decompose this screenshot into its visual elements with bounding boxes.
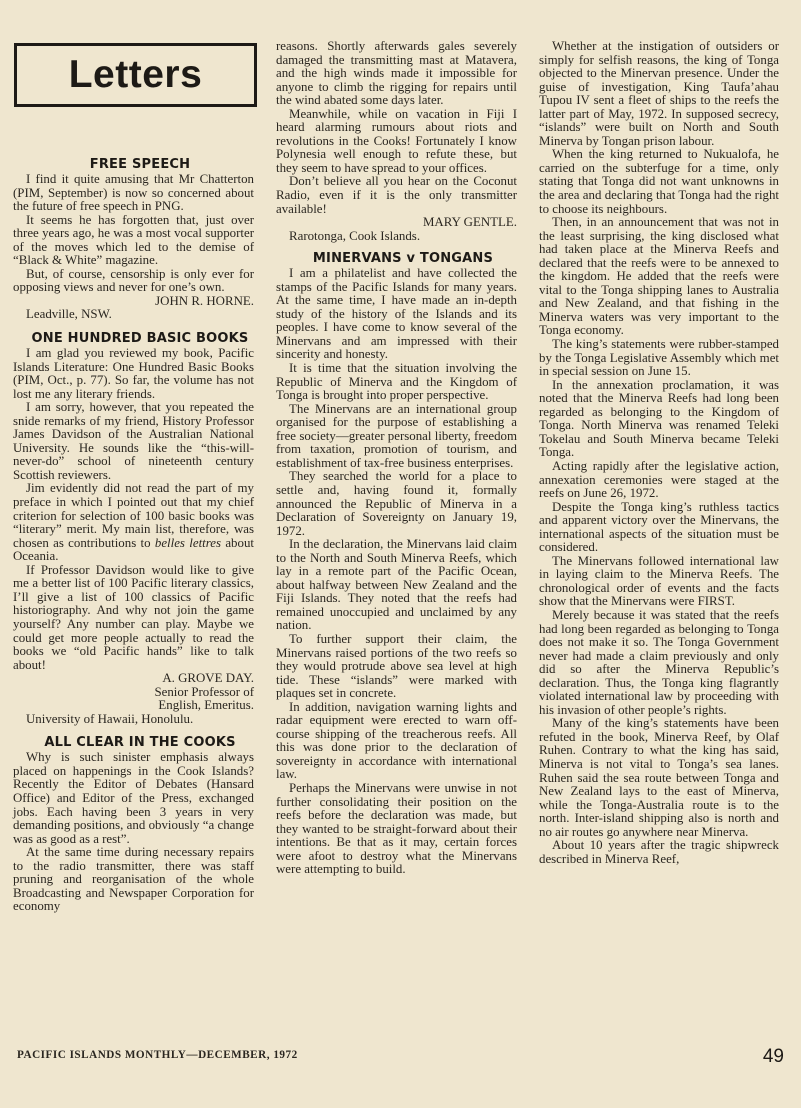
letter-paragraph: To further support their claim, the Minervans raised portions of the two reefs so they would protrude above sea level at high tide. These “islands” were marked with plaques set in concrete. — [276, 631, 517, 701]
signature-location: University of Hawaii, Honolulu. — [26, 711, 194, 726]
letters-masthead — [14, 43, 257, 107]
signature-name: MARY GENTLE. — [422, 215, 517, 230]
italic-title: belles lettres — [154, 535, 222, 550]
letter-paragraph: I am glad you reviewed my book, Pacific Islands Literature: One Hundred Basic Books (PIM, Oct., p. 77). So far, the volume has not lost me any literary friends. — [13, 346, 254, 401]
signature-name: JOHN R. HORNE. — [155, 293, 254, 308]
page-number: 49 — [762, 1046, 784, 1067]
letter-paragraph: I find it quite amusing that Mr Chatterton (PIM, September) is now so concerned about the future of free speech in PNG. — [13, 172, 254, 214]
letter-paragraph: In the annexation proclamation, it was noted that the Minerva Reefs had long been regarded as belonging to the Kingdom of Tonga. North Minerva was renamed Teleki Tokelau and South Minerva became Teleki Tonga. — [539, 377, 779, 460]
letter-paragraph: Meanwhile, while on vacation in Fiji I heard alarming rumours about riots and revolutions in the Cooks! Fortunately I know Polynesia well enough to refute these, but they seem to have spread to your offices. — [276, 106, 517, 175]
letter-paragraph: If Professor Davidson would like to give me a better list of 100 Pacific literary classics, I’ll give a list of 100 classics of Pacific historiography. And why not join the game yourself? Any number can play. Maybe we could get more people actually to read the books we “old Pacific hands” like to talk about! — [13, 562, 254, 672]
signature-name: A. GROVE DAY. — [162, 671, 254, 686]
letter-paragraph: Perhaps the Minervans were unwise in not further consolidating their position on the reefs before the declaration was made, but they wanted to be straight-forward about their intentions. Be that as it may, certain forces were afoot to destroy what the Minervans were attempting to build. — [276, 780, 517, 877]
letter-paragraph: Why is such sinister emphasis always placed on happenings in the Cook Islands? Recently the Editor of Debates (Hansard Office) and Editor of the Press, exchanged jobs. Each having been 3 years in very demanding positions, and obviously “a change was as good as a rest”. — [13, 750, 254, 846]
masthead-title: Letters — [68, 53, 203, 97]
letter-paragraph: Despite the Tonga king’s ruthless tactics and apparent victory over the Minervans, the international aspects of the situation must be considered. — [539, 499, 779, 555]
heading-basic-books: ONE HUNDRED BASIC BOOKS — [31, 331, 249, 347]
heading-all-clear: ALL CLEAR IN THE COOKS — [44, 735, 236, 751]
letter-paragraph: I am sorry, however, that you repeated the snide remarks of my friend, History Professor James Davidson of the Australian National University. He sounds like the “this-will-never-do” school of nineteenth century Scottish reviewers. — [13, 400, 254, 482]
letter-paragraph: Don’t believe all you hear on the Coconut Radio, even if it is the only transmitter available! — [276, 174, 517, 216]
signature-location: Leadville, NSW. — [26, 307, 112, 322]
letter-paragraph: When the king returned to Nukualofa, he carried on the subterfuge for a time, only stating that Tonga did not want unknowns in the area and declaring that Tonga had the right to choose its neighbours. — [539, 147, 779, 216]
letter-paragraph: Acting rapidly after the legislative action, annexation ceremonies were staged at the reefs on June 26, 1972. — [539, 458, 779, 501]
signature-title: English, Emeritus. — [158, 698, 254, 713]
letter-paragraph: In the declaration, the Minervans laid claim to the North and South Minerva Reefs, which lay in a remote part of the Pacific Ocean, about halfway between New Zealand and the Fiji Islands. They noted that the reefs had remained unoccupied and unclaimed by any nation. — [276, 537, 517, 633]
heading-minervans: MINERVANS v TONGANS — [312, 251, 494, 267]
letter-paragraph: But, of course, censorship is only ever for opposing views and never for one’s own. — [13, 266, 254, 295]
letter-paragraph: Then, in an announcement that was not in the least surprising, the king disclosed what had taken place at the Minerva Reefs and declared that the reefs were to be annexed to the kingdom. He added that the reefs were vital to the Tonga shipping lanes to Australia and New Zealand, and that fishing in the Minerva waters was very important to the Tonga economy. — [539, 215, 779, 338]
letter-paragraph: In addition, navigation warning lights and radar equipment were erected to warn off-course shipping of the treacherous reefs. All this was done prior to the declaration of sovereignty in accordance with international law. — [276, 699, 517, 782]
letter-paragraph: It seems he has forgotten that, just over three years ago, he was a most vocal supporter of the moves which led to the demise of “Black & White” magazine. — [13, 212, 254, 268]
signature-title: Senior Professor of — [154, 684, 254, 699]
letter-paragraph: The Minervans followed international law in laying claim to the Minerva Reefs. The chronological order of events and the facts show that the Minervans were FIRST. — [539, 553, 779, 609]
letter-paragraph: They searched the world for a place to settle and, having found it, formally announced the Republic of Minerva in a Declaration of Sovereignty on January 19, 1972. — [276, 469, 517, 538]
letter-paragraph: Whether at the instigation of outsiders or simply for selfish reasons, the king of Tonga objected to the Minervan presence. Under the guise of investigation, King Taufa’ahau Tupou IV sent a fleet of ships to the reefs the latter part of May, 1972. In supposed secrecy, “islands” were built on North and South Minerva by Tongan prison labour. — [539, 39, 779, 148]
letter-paragraph: It is time that the situation involving the Republic of Minerva and the Kingdom of Tonga is brought into proper perspective. — [276, 361, 517, 403]
column-3 — [539, 40, 779, 866]
letter-paragraph: reasons. Shortly afterwards gales severely damaged the transmitting mast at Matavera, and the high winds made it impossible for anyone to climb the rigging for repairs until the wind abated some days later. — [276, 39, 517, 108]
publication-footer: PACIFIC ISLANDS MONTHLY—DECEMBER, 1972 — [17, 1049, 298, 1061]
letter-paragraph: About 10 years after the tragic shipwreck described in Minerva Reef, — [539, 838, 779, 866]
heading-free-speech: FREE SPEECH — [89, 157, 191, 172]
column-1 — [13, 38, 254, 914]
letter-paragraph: The Minervans are an international group organised for the purpose of establishing a free society—greater personal liberty, freedom from taxation, promotion of tourism, and establishment of tax-free business enterprises. — [276, 401, 517, 470]
letter-paragraph: Merely because it was stated that the reefs had long been regarded as belonging to Tonga does not make it so. The Tonga Government never had made a claim previously and only did so after the Minerva Republic’s declaration. Thus, the Tonga king flagrantly violated international law by proceeding with his invasion of other people’s rights. — [539, 607, 779, 717]
letter-paragraph: I am a philatelist and have collected the stamps of the Pacific Islands for many years. At the same time, I have made an in-depth study of the history of the Islands and its peoples. I have come to know several of the Minervans and am impressed with their sincerity and honesty. — [276, 266, 517, 362]
letter-paragraph: The king’s statements were rubber-stamped by the Tonga Legislative Assembly which met in special session on June 15. — [539, 337, 779, 379]
column-2 — [276, 40, 517, 877]
letter-paragraph: Many of the king’s statements have been refuted in the book, Minerva Reef, by Olaf Ruhen. Contrary to what the king has said, Minerva is not vital to Tonga’s sea lanes. Ruhen said the sea route between Tonga and New Zealand lays to the east of Minerva, while the Tonga-Australia route is to the north. Inter-island shipping also is north and no air routes go anywhere near Minerva. — [539, 716, 779, 839]
signature-location: Rarotonga, Cook Islands. — [289, 228, 421, 243]
letter-paragraph — [13, 482, 254, 563]
paragraph-text: Jim evidently did not read the part of my preface in which I pointed out that my chief criterion for selection of 100 basic books was “literary” merit. My main list, therefore, was chosen as contributions to — [13, 481, 254, 550]
letter-paragraph: At the same time during necessary repairs to the radio transmitter, there was staff pruning and reorganisation of the whole Broadcasting and Newspaper Corporation for economy — [13, 845, 254, 914]
paragraph-text: about Oceania. — [13, 535, 254, 564]
